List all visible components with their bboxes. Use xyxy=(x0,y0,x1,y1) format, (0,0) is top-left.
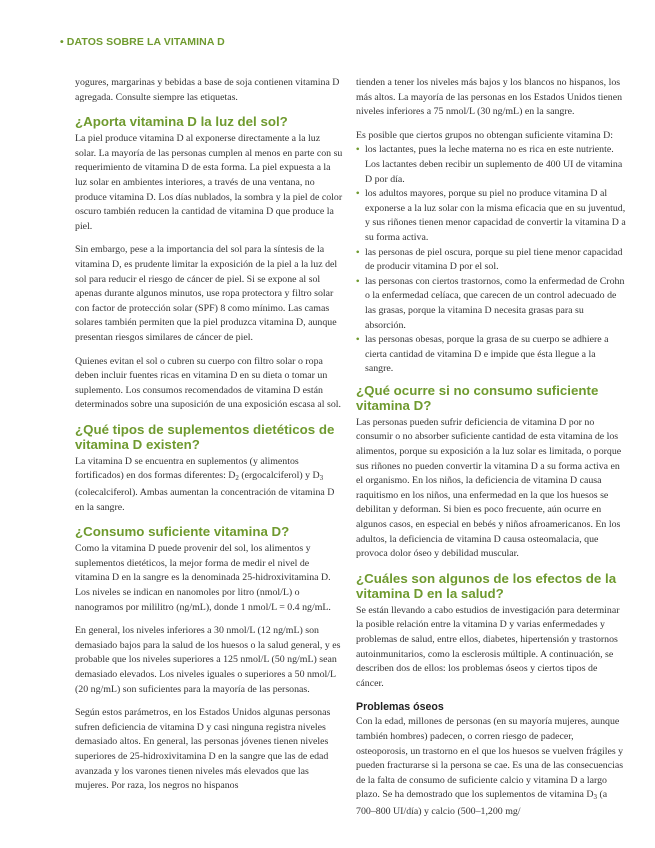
paragraph: yogures, margarinas y bebidas a base de soja contienen vitamina D agregada. Consulte siempre las etiquetas. xyxy=(75,77,340,103)
heading-ocurre: ¿Qué ocurre si no consumo suficiente vitamina D? xyxy=(356,382,599,413)
list-item: • las personas de piel oscura, porque su piel tiene menor capacidad de producir vitamina D por el sol. xyxy=(356,246,623,273)
paragraph: La piel produce vitamina D al exponerse directamente a la luz solar. La mayoría de las personas cumplen al menos en parte con su requerimiento de vitamina D de esta forma. La piel expuesta a la luz solar en ambientes interiores, a través de una ventana, no produce vitamina D. Los días nublados, la sombra y la piel de color oscuro también reducen la cantidad de vitamina D que produce la piel. xyxy=(75,133,343,232)
left-column xyxy=(75,76,343,803)
paragraph: Sin embargo, pese a la importancia del sol para la síntesis de la vitamina D, es prudente limitar la exposición de la piel a la luz del sol para reducir el riesgo de cáncer de piel. Si se expone al sol apenas durante algunos minutos, use ropa protectora y filtro solar con factor de protección solar (SPF) 8 como mínimo. Las camas solares también permiten que la piel produzca vitamina D, aunque presentan riesgos similares de cáncer de piel. xyxy=(75,244,338,343)
bullet-icon: • xyxy=(356,188,360,200)
bullet-icon: • xyxy=(356,334,360,346)
section-header: • DATOS SOBRE LA VITAMINA D xyxy=(60,36,225,48)
heading-efectos: ¿Cuáles son algunos de los efectos de la vitamina D en la salud? xyxy=(356,570,617,601)
heading-tipos: ¿Qué tipos de suplementos dietéticos de vitamina D existen? xyxy=(75,421,335,452)
paragraph: Como la vitamina D puede provenir del sol, los alimentos y suplementos dietéticos, la mejor forma de medir el nivel de vitamina D en la sangre es la denominada 25-hidroxivitamina D. Los niveles se indican en nanomoles por litro (nmol/L) o nanogramos por mililitro (ng/mL), donde 1 nmol/L = 0.4 ng/mL. xyxy=(75,543,331,613)
list-item: • los lactantes, pues la leche materna no es rica en este nutriente. Los lactantes deben recibir un suplemento de 400 UI de vitamina D por día. xyxy=(356,144,623,185)
paragraph: Es posible que ciertos grupos no obtengan suficiente vitamina D: xyxy=(356,129,613,141)
subheading-oseos: Problemas óseos xyxy=(356,701,444,714)
paragraph: Quienes evitan el sol o cubren su cuerpo con filtro solar o ropa deben incluir fuentes ricas en vitamina D en su dieta o tomar un suplemento. Los consumos recomendados de vitamina D están determinados sobre una suposición de una exposición escasa al sol. xyxy=(75,355,342,411)
paragraph: tienden a tener los niveles más bajos y los blancos no hispanos, los más altos. La mayoría de las personas en los Estados Unidos tienen niveles inferiores a 75 nmol/L (30 ng/mL) en la sangre. xyxy=(356,77,623,118)
bullet-icon: • xyxy=(356,246,360,258)
paragraph-oseos: Con la edad, millones de personas (en su mayoría mujeres, aunque también hombres) padecen, o corren riesgo de padecer, osteoporosis, un trastorno en el que los huesos se vuelven frágiles y pueden fracturarse si la persona se cae. Es una de las consecuencias de la falta de consumo de suficiente calcio y vitamina D a largo plazo. Se ha demostrado que los suplementos de vitamina $D_3$ (a 700–800 UI/día) y calcio (500–1,200 mg/ xyxy=(356,716,624,817)
list-item: • las personas obesas, porque la grasa de su cuerpo se adhiere a cierta cantidad de vitamina D e impide que ésta llegue a la sangre. xyxy=(356,334,609,375)
list-item: • las personas con ciertos trastornos, como la enfermedad de Crohn o la enfermedad celíaca, que carecen de un control adecuado de las grasas, porque la vitamina D necesita grasas para su absorción. xyxy=(356,275,625,331)
groups-list xyxy=(356,143,626,377)
paragraph: Se están llevando a cabo estudios de investigación para determinar la posible relación entre la vitamina D y varias enfermedades y problemas de salud, entre ellos, diabetes, hipertensión y trastornos autoinmunitarios, como la esclerosis múltiple. A continuación, se describen dos de ellos: los problemas óseos y ciertos tipos de cáncer. xyxy=(356,604,620,689)
right-column xyxy=(356,76,626,829)
bullet-icon: • xyxy=(356,144,360,156)
heading-sol: ¿Aporta vitamina D la luz del sol? xyxy=(75,114,288,130)
paragraph: Las personas pueden sufrir deficiencia de vitamina D por no consumir o no absorber suficiente cantidad de esta vitamina de los alimentos, porque su exposición a la luz solar es limitada, o porque sus riñones no pueden convertir la vitamina D a su forma activa en el organismo. En los niños, la deficiencia de vitamina D causa raquitismo en los niños, una enfermedad en la que los huesos se debilitan y deforman. Si bien es poco frecuente, aún ocurre en algunos casos, en especial en bebés y niños afroamericanos. En los adultos, la deficiencia de vitamina D causa osteomalacia, que provoca dolor óseo y debilidad muscular. xyxy=(356,416,622,560)
bullet-icon: • xyxy=(356,275,360,287)
paragraph: En general, los niveles inferiores a 30 nmol/L (12 ng/mL) son demasiado bajos para la salud de los huesos o la salud general, y es probable que los niveles superiores a 125 nmol/L (50 ng/mL) sean demasiado elevados. Los niveles iguales o superiores a 50 nmol/L (20 ng/mL) son suficientes para la mayoría de las personas. xyxy=(75,625,341,695)
heading-consumo: ¿Consumo suficiente vitamina D? xyxy=(75,524,290,540)
list-item: • los adultos mayores, porque su piel no produce vitamina D al exponerse a la luz solar con la misma eficacia que en su juventud, y sus riñones tienen menor capacidad de convertir la vitamina D a su forma activa. xyxy=(356,188,626,243)
paragraph-tipos: La vitamina D se encuentra en suplementos (y alimentos fortificados) en dos formas diferentes: $D_2$ (ergocalciferol) y $D_3$ (colecalciferol). Ambas aumentan la concentración de vitamina D en la sangre. xyxy=(75,455,335,513)
paragraph: Según estos parámetros, en los Estados Unidos algunas personas sufren deficiencia de vitamina D y casi ninguna registra niveles demasiado altos. En general, las personas jóvenes tienen niveles superiores de 25-hidroxivitamina D en la sangre que las de edad avanzada y los varones tienen niveles más elevados que las mujeres. Por raza, los negros no hispanos xyxy=(75,707,331,792)
